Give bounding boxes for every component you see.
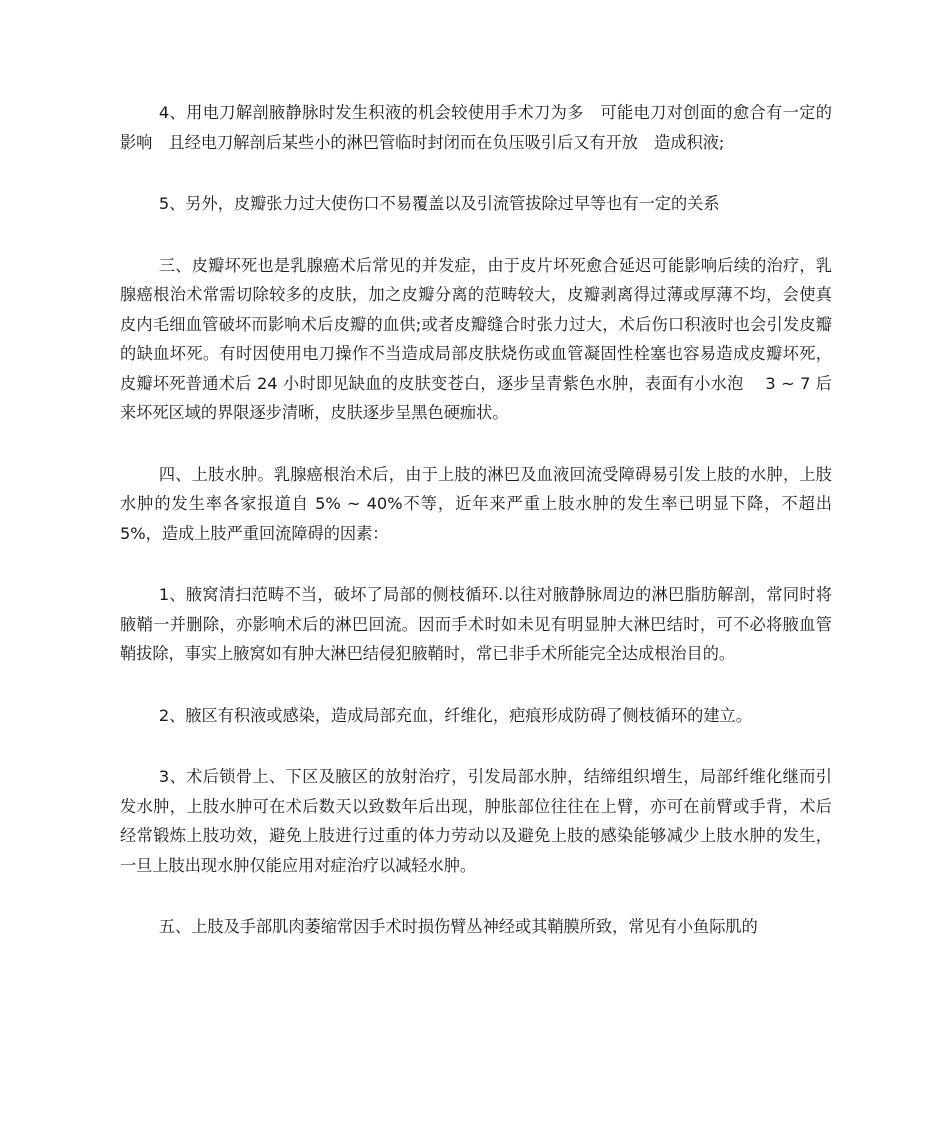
paragraph-edema-cause-2: 2、腋区有积液或感染，造成局部充血，纤维化，疤痕形成防碍了侧枝循环的建立。	[158, 705, 752, 725]
paragraph-seroma-cause-4: 4、用电刀解剖腋静脉时发生积液的机会较使用手术刀为多 可能电刀对创面的愈合有一定的影响 且经电刀解剖后某些小的淋巴管临时封闭而在负压吸引后又有开放 造成积液;	[120, 103, 832, 152]
paragraph-seroma-cause-5: 5、另外，皮瓣张力过大使伤口不易覆盖以及引流管拔除过早等也有一定的关系	[158, 194, 720, 213]
paragraph-edema-cause-3: 3、术后锁骨上、下区及腋区的放射治疗，引发局部水肿，结缔组织增生，局部纤维化继而引发水肿，上肢水肿可在术后数天以致数年后出现，肿胀部位往往在上臂，亦可在前臂或手背，术后经常锻炼上肢功效，避免上肢进行过重的体力劳动以及避免上肢的感染能够减少上肢水肿的发生，一旦上肢出现水肿仅能应用对症治疗以减轻水肿。	[120, 767, 832, 875]
paragraph-skin-flap-necrosis: 三、皮瓣坏死也是乳腺癌术后常见的并发症，由于皮片坏死愈合延迟可能影响后续的治疗，乳腺癌根治术常需切除较多的皮肤，加之皮瓣分离的范畴较大，皮瓣剥离得过薄或厚薄不均，会使真皮内毛细血管破坏而影响术后皮瓣的血供;或者皮瓣缝合时张力过大，术后伤口积液时也会引发皮瓣的缺血坏死。有时因使用电刀操作不当造成局部皮肤烧伤或血管凝固性栓塞也容易造成皮瓣坏死，皮瓣坏死普通术后 24 小时即见缺血的皮肤变苍白，逐步呈青紫色水肿，表面有小水泡 3 ~ 7 后来坏死区域的界限逐步清晰，皮肤逐步呈黑色硬痂状。	[120, 255, 832, 422]
paragraph-edema-cause-1: 1、腋窝清扫范畴不当，破坏了局部的侧枝循环.以往对腋静脉周边的淋巴脂肪解剖，常同时将腋鞘一并删除，亦影响术后的淋巴回流。因而手术时如未见有明显肿大淋巴结时，可不必将腋血管鞘拔除，事实上腋窝如有肿大淋巴结侵犯腋鞘时，常已非手术所能完全达成根治目的。	[120, 585, 832, 663]
paragraph-muscle-atrophy: 五、上肢及手部肌肉萎缩常因手术时损伤臂丛神经或其鞘膜所致，常见有小鱼际肌的	[158, 917, 758, 936]
document-body	[120, 98, 832, 974]
paragraph-upper-limb-edema: 四、上肢水肿。乳腺癌根治术后，由于上肢的淋巴及血液回流受障碍易引发上肢的水肿，上肢水肿的发生率各家报道自 5% ~ 40%不等，近年来严重上肢水肿的发生率已明显下降，不超出 5%，造成上肢严重回流障碍的因素：	[120, 464, 832, 543]
